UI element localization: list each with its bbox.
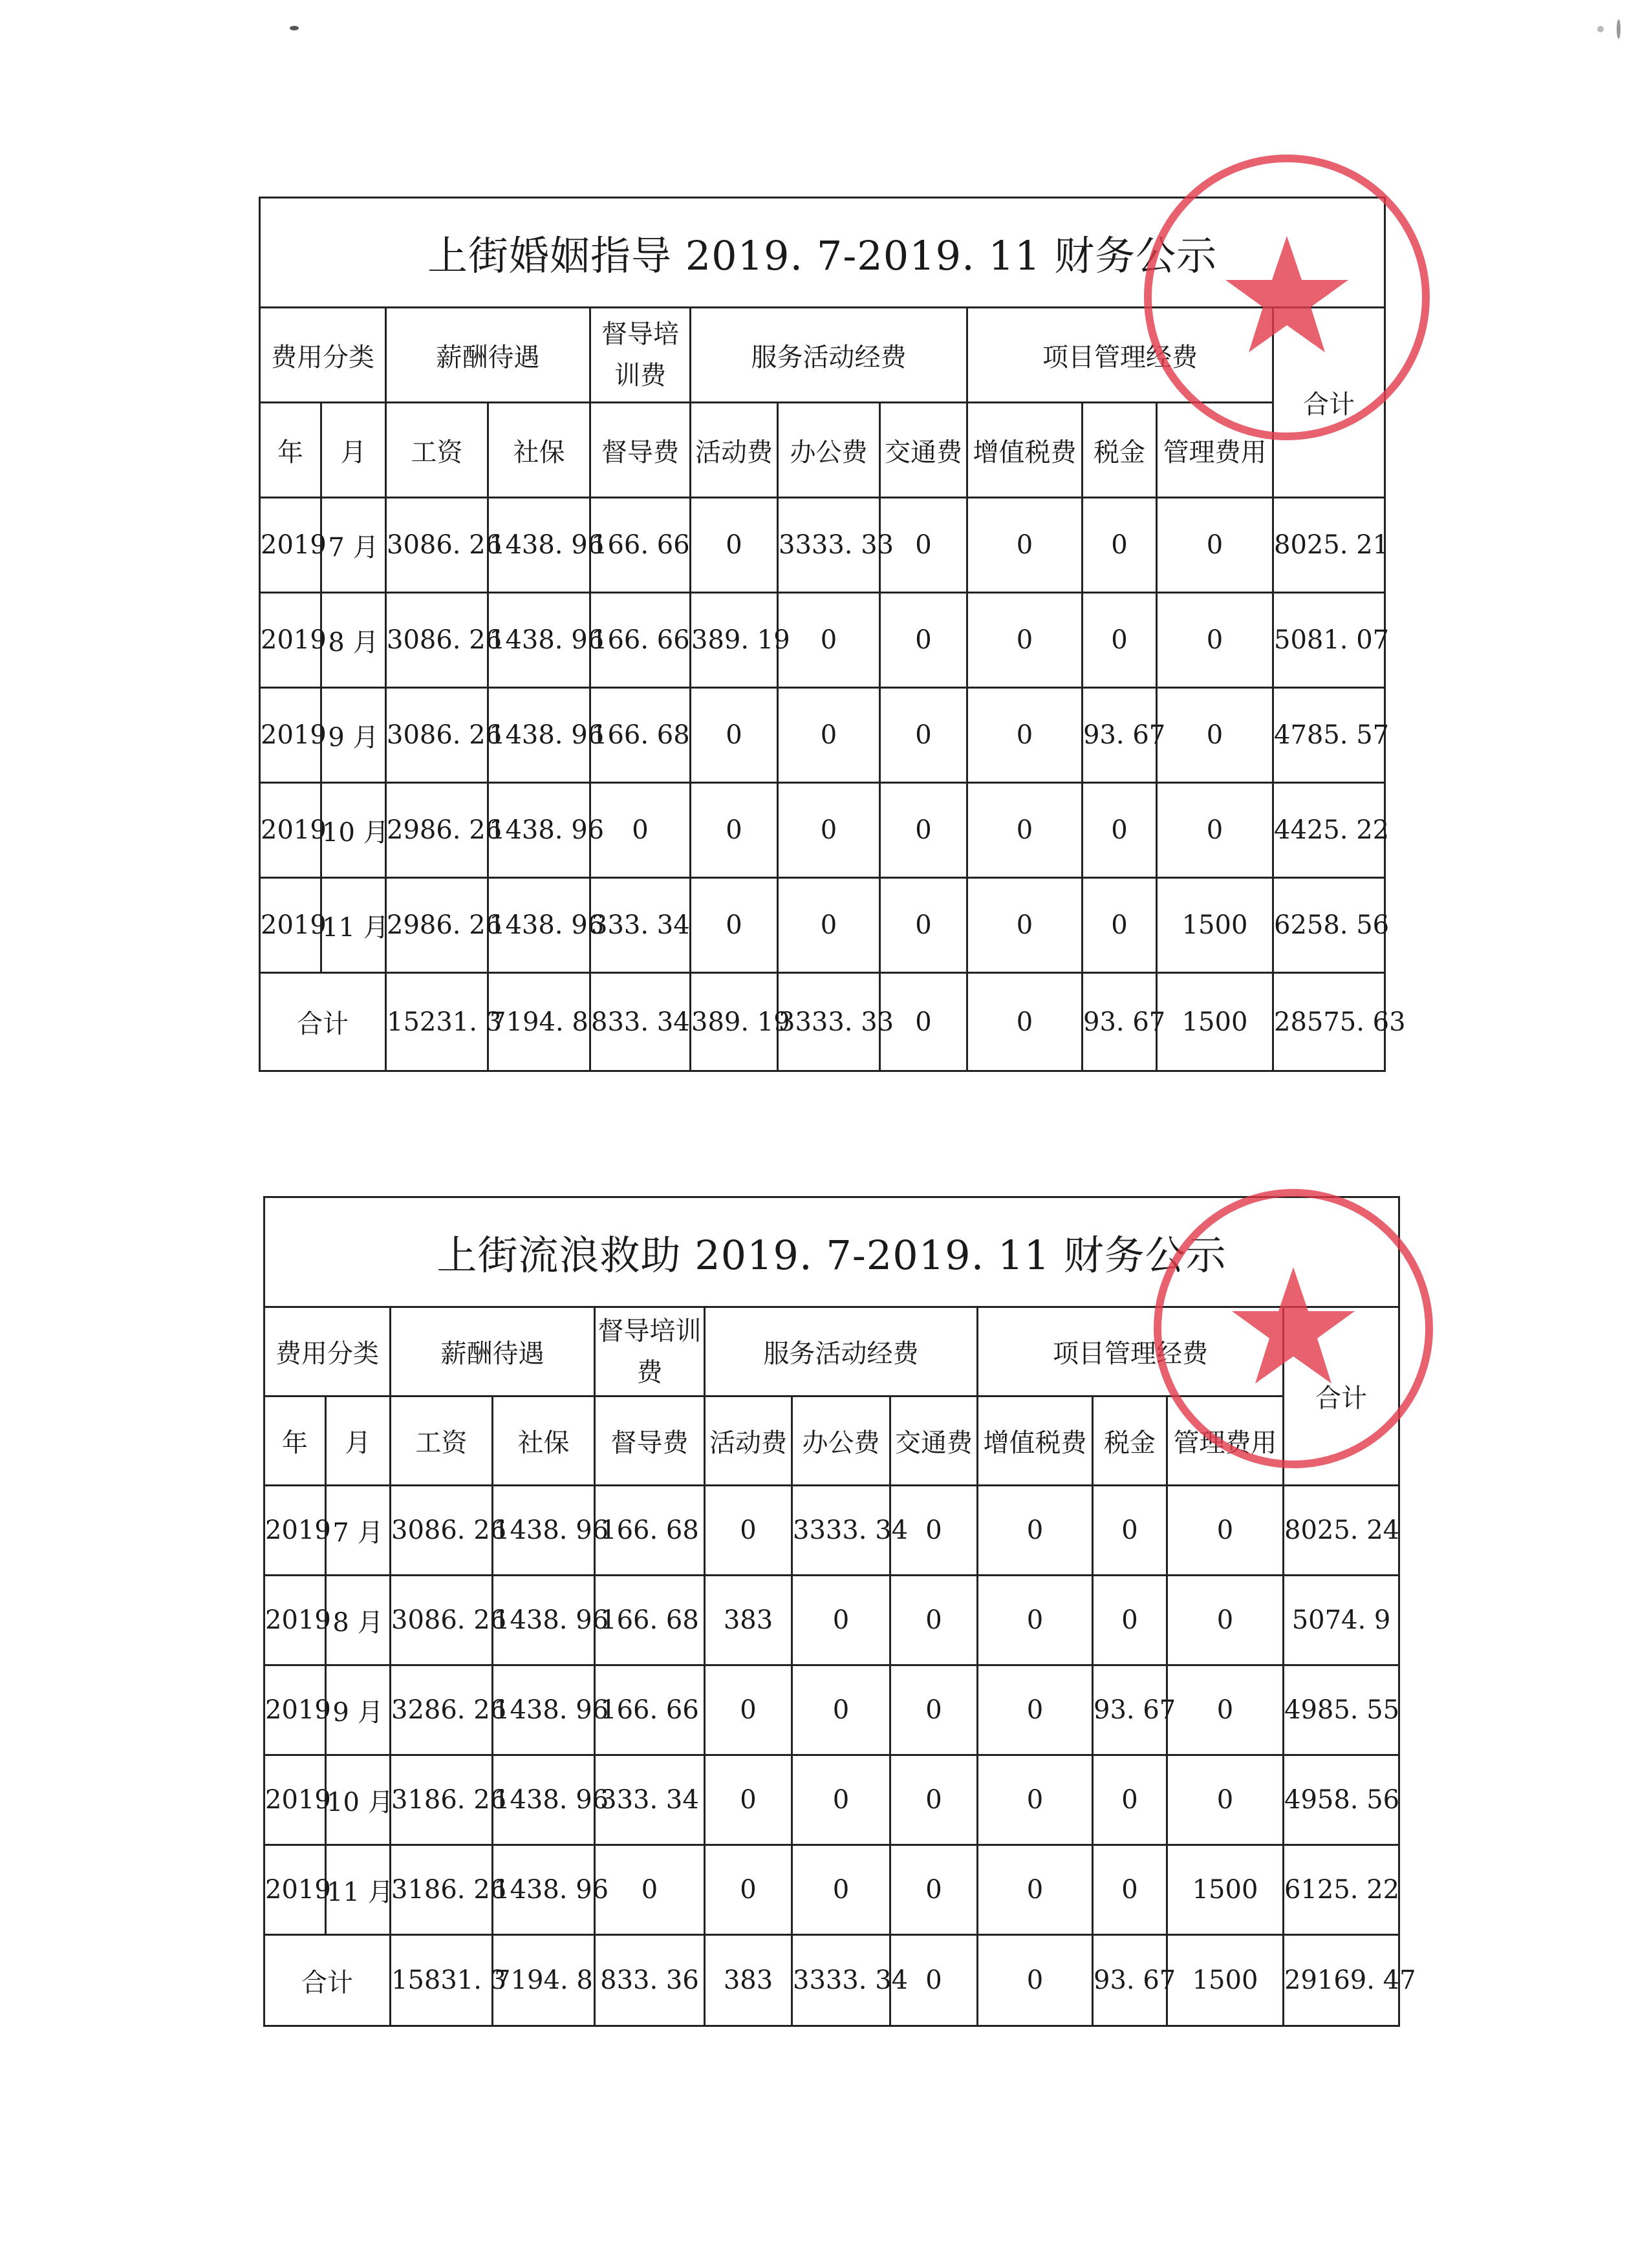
finance-table-1 (259, 197, 1406, 1072)
cell: 10 月 (326, 1755, 391, 1845)
subheader-transport-fee: 交通费 (880, 403, 967, 498)
cell: 3086. 26 (386, 593, 488, 688)
subheader-transport-fee: 交通费 (890, 1396, 978, 1486)
cell: 0 (880, 593, 967, 688)
header-supervision: 督导培训费 (590, 308, 691, 403)
header-category: 费用分类 (264, 1307, 391, 1396)
cell: 0 (1157, 498, 1273, 593)
cell: 0 (890, 1755, 978, 1845)
cell: 0 (880, 783, 967, 878)
cell: 0 (792, 1755, 890, 1845)
cell: 0 (1157, 783, 1273, 878)
cell: 0 (1157, 688, 1273, 783)
cell: 0 (978, 1576, 1093, 1665)
table-row (260, 498, 1385, 593)
cell: 0 (1167, 1755, 1284, 1845)
cell: 7194. 8 (493, 1935, 595, 2026)
cell: 0 (890, 1665, 978, 1755)
cell: 8025. 21 (1273, 498, 1385, 593)
cell: 0 (890, 1845, 978, 1935)
table-row (264, 1576, 1399, 1665)
cell: 3333. 34 (792, 1935, 890, 2026)
cell: 3286. 26 (391, 1665, 493, 1755)
cell: 833. 36 (595, 1935, 705, 2026)
cell: 0 (1083, 498, 1157, 593)
cell: 11 月 (326, 1845, 391, 1935)
cell: 1500 (1167, 1845, 1284, 1935)
cell: 0 (1093, 1845, 1167, 1935)
cell: 2019 (264, 1665, 326, 1755)
cell: 0 (978, 1845, 1093, 1935)
cell: 0 (792, 1845, 890, 1935)
table-row (264, 1755, 1399, 1845)
header-project-management: 项目管理经费 (978, 1307, 1284, 1396)
subheader-tax: 税金 (1093, 1396, 1167, 1486)
header-service-activity: 服务活动经费 (705, 1307, 978, 1396)
cell: 1438. 96 (493, 1665, 595, 1755)
total-row (264, 1935, 1399, 2026)
cell: 383 (705, 1935, 792, 2026)
cell: 0 (967, 593, 1083, 688)
cell: 1438. 96 (493, 1845, 595, 1935)
finance-table-2 (263, 1196, 1416, 2025)
cell: 2019 (264, 1486, 326, 1576)
cell: 0 (778, 783, 880, 878)
cell: 0 (967, 783, 1083, 878)
cell: 1438. 96 (493, 1576, 595, 1665)
subheader-social-insurance: 社保 (488, 403, 590, 498)
finance-table (263, 1196, 1416, 2027)
cell: 0 (890, 1576, 978, 1665)
table-row (260, 593, 1385, 688)
cell: 3333. 33 (778, 973, 880, 1071)
cell: 2019 (260, 783, 321, 878)
cell: 93. 67 (1093, 1665, 1167, 1755)
cell: 389. 19 (691, 593, 778, 688)
cell: 3186. 26 (391, 1755, 493, 1845)
subheader-wage: 工资 (391, 1396, 493, 1486)
cell: 3086. 26 (386, 498, 488, 593)
total-row (260, 973, 1385, 1071)
cell: 166. 68 (595, 1486, 705, 1576)
cell: 2019 (264, 1755, 326, 1845)
subheader-social-insurance: 社保 (493, 1396, 595, 1486)
table-title: 上街婚姻指导 2019. 7-2019. 11 财务公示 (260, 198, 1385, 308)
cell: 7 月 (326, 1486, 391, 1576)
cell: 389. 19 (691, 973, 778, 1071)
cell: 3086. 26 (391, 1486, 493, 1576)
cell: 4985. 55 (1284, 1665, 1399, 1755)
cell: 4958. 56 (1284, 1755, 1399, 1845)
cell: 4785. 57 (1273, 688, 1385, 783)
cell: 0 (691, 878, 778, 973)
cell: 7 月 (321, 498, 386, 593)
cell: 0 (705, 1665, 792, 1755)
cell: 0 (1167, 1665, 1284, 1755)
cell: 333. 34 (590, 878, 691, 973)
cell: 0 (890, 1486, 978, 1576)
subheader-supervision-fee: 督导费 (595, 1396, 705, 1486)
cell: 3186. 26 (391, 1845, 493, 1935)
cell: 0 (1083, 593, 1157, 688)
cell: 0 (1083, 783, 1157, 878)
cell: 1500 (1167, 1935, 1284, 2026)
cell: 1438. 96 (493, 1755, 595, 1845)
cell: 0 (705, 1845, 792, 1935)
table-row (260, 688, 1385, 783)
cell: 0 (705, 1755, 792, 1845)
cell: 28575. 63 (1273, 973, 1385, 1071)
cell: 0 (1093, 1576, 1167, 1665)
cell: 0 (880, 973, 967, 1071)
header-supervision: 督导培训费 (595, 1307, 705, 1396)
cell: 0 (967, 973, 1083, 1071)
cell: 7194. 8 (488, 973, 590, 1071)
subheader-vat: 增值税费 (967, 403, 1083, 498)
cell: 0 (792, 1665, 890, 1755)
cell: 0 (691, 688, 778, 783)
cell: 2019 (260, 498, 321, 593)
subheader-activity-fee: 活动费 (691, 403, 778, 498)
cell: 166. 66 (595, 1665, 705, 1755)
cell: 0 (967, 878, 1083, 973)
cell: 6258. 56 (1273, 878, 1385, 973)
subheader-year: 年 (260, 403, 321, 498)
cell: 0 (880, 688, 967, 783)
subheader-vat: 增值税费 (978, 1396, 1093, 1486)
cell: 166. 66 (590, 498, 691, 593)
cell: 15831. 3 (391, 1935, 493, 2026)
cell: 0 (978, 1486, 1093, 1576)
cell: 2986. 26 (386, 783, 488, 878)
cell: 166. 68 (590, 688, 691, 783)
header-salary: 薪酬待遇 (386, 308, 590, 403)
cell: 3086. 26 (391, 1576, 493, 1665)
cell: 0 (967, 688, 1083, 783)
header-service-activity: 服务活动经费 (691, 308, 967, 403)
total-label: 合计 (260, 973, 386, 1071)
table-row (260, 878, 1385, 973)
cell: 0 (880, 498, 967, 593)
cell: 383 (705, 1576, 792, 1665)
header-total: 合计 (1273, 308, 1385, 498)
cell: 1500 (1157, 973, 1273, 1071)
cell: 3333. 34 (792, 1486, 890, 1576)
header-project-management: 项目管理经费 (967, 308, 1273, 403)
cell: 0 (1083, 878, 1157, 973)
table-row (264, 1665, 1399, 1755)
cell: 11 月 (321, 878, 386, 973)
cell: 9 月 (321, 688, 386, 783)
total-label: 合计 (264, 1935, 391, 2026)
cell: 5074. 9 (1284, 1576, 1399, 1665)
subheader-office-fee: 办公费 (778, 403, 880, 498)
cell: 6125. 22 (1284, 1845, 1399, 1935)
cell: 1438. 96 (493, 1486, 595, 1576)
cell: 93. 67 (1083, 688, 1157, 783)
cell: 0 (1093, 1486, 1167, 1576)
cell: 0 (967, 498, 1083, 593)
table-row (264, 1486, 1399, 1576)
scan-speck (1597, 26, 1604, 32)
cell: 2019 (260, 878, 321, 973)
table-title: 上街流浪救助 2019. 7-2019. 11 财务公示 (264, 1197, 1399, 1307)
finance-table (259, 197, 1406, 1072)
cell: 166. 68 (595, 1576, 705, 1665)
cell: 8 月 (326, 1576, 391, 1665)
subheader-supervision-fee: 督导费 (590, 403, 691, 498)
subheader-management-fee: 管理费用 (1157, 403, 1273, 498)
subheader-year: 年 (264, 1396, 326, 1486)
cell: 166. 66 (590, 593, 691, 688)
cell: 10 月 (321, 783, 386, 878)
scan-speck (290, 26, 299, 30)
cell: 93. 67 (1093, 1935, 1167, 2026)
cell: 4425. 22 (1273, 783, 1385, 878)
cell: 0 (705, 1486, 792, 1576)
cell: 1438. 96 (488, 878, 590, 973)
header-category: 费用分类 (260, 308, 386, 403)
cell: 1500 (1157, 878, 1273, 973)
cell: 0 (978, 1755, 1093, 1845)
cell: 0 (691, 783, 778, 878)
cell: 0 (1093, 1755, 1167, 1845)
cell: 833. 34 (590, 973, 691, 1071)
cell: 15231. 3 (386, 973, 488, 1071)
cell: 0 (1167, 1486, 1284, 1576)
cell: 0 (778, 688, 880, 783)
cell: 0 (792, 1576, 890, 1665)
cell: 1438. 96 (488, 688, 590, 783)
cell: 0 (778, 878, 880, 973)
header-total: 合计 (1284, 1307, 1399, 1486)
table-row (260, 783, 1385, 878)
cell: 2986. 26 (386, 878, 488, 973)
cell: 3333. 33 (778, 498, 880, 593)
subheader-tax: 税金 (1083, 403, 1157, 498)
cell: 1438. 96 (488, 593, 590, 688)
cell: 8025. 24 (1284, 1486, 1399, 1576)
header-salary: 薪酬待遇 (391, 1307, 595, 1396)
subheader-management-fee: 管理费用 (1167, 1396, 1284, 1486)
cell: 93. 67 (1083, 973, 1157, 1071)
cell: 0 (778, 593, 880, 688)
subheader-office-fee: 办公费 (792, 1396, 890, 1486)
subheader-activity-fee: 活动费 (705, 1396, 792, 1486)
cell: 0 (691, 498, 778, 593)
cell: 3086. 26 (386, 688, 488, 783)
cell: 1438. 96 (488, 498, 590, 593)
cell: 9 月 (326, 1665, 391, 1755)
cell: 0 (978, 1665, 1093, 1755)
cell: 0 (590, 783, 691, 878)
cell: 8 月 (321, 593, 386, 688)
subheader-wage: 工资 (386, 403, 488, 498)
cell: 2019 (264, 1845, 326, 1935)
subheader-month: 月 (321, 403, 386, 498)
cell: 2019 (264, 1576, 326, 1665)
cell: 0 (595, 1845, 705, 1935)
cell: 1438. 96 (488, 783, 590, 878)
cell: 0 (978, 1935, 1093, 2026)
cell: 2019 (260, 688, 321, 783)
cell: 333. 34 (595, 1755, 705, 1845)
table-row (264, 1845, 1399, 1935)
cell: 5081. 07 (1273, 593, 1385, 688)
cell: 0 (1157, 593, 1273, 688)
cell: 2019 (260, 593, 321, 688)
scan-speck (1617, 19, 1621, 39)
cell: 0 (1167, 1576, 1284, 1665)
cell: 0 (890, 1935, 978, 2026)
cell: 29169. 47 (1284, 1935, 1399, 2026)
subheader-month: 月 (326, 1396, 391, 1486)
cell: 0 (880, 878, 967, 973)
